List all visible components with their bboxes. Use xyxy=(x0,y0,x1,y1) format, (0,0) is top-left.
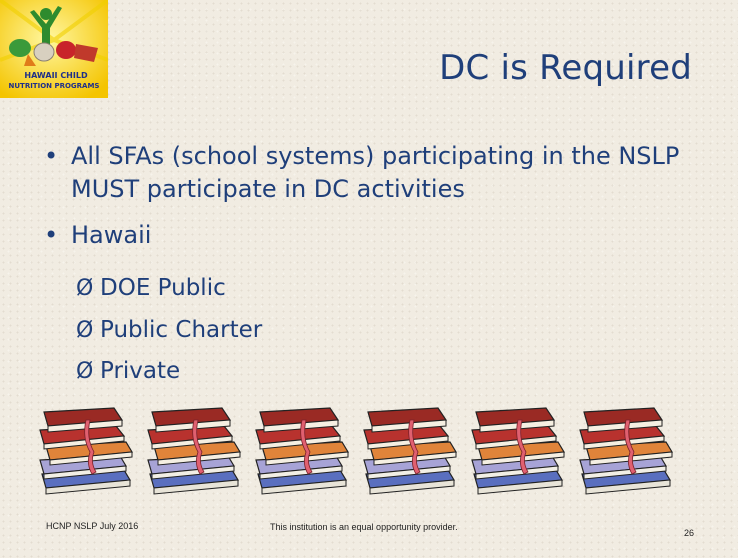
footer-date: HCNP NSLP July 2016 xyxy=(46,521,139,531)
bullet-list xyxy=(44,140,704,265)
book-stack-icon xyxy=(36,404,136,500)
book-stack-icon xyxy=(576,404,676,500)
book-stack-icon xyxy=(252,404,352,500)
footer-disclaimer: This institution is an equal opportunity provider. xyxy=(270,522,458,532)
page-number: 26 xyxy=(683,528,694,538)
book-stack-icon xyxy=(360,404,460,500)
sub-bullet-item xyxy=(76,268,262,310)
sub-bullet-item xyxy=(76,351,262,393)
logo-line2: NUTRITION PROGRAMS xyxy=(8,82,100,90)
bullet-dot-icon: • xyxy=(44,221,59,249)
arrow-bullet-icon: Ø xyxy=(76,359,94,384)
child-nutrition-logo xyxy=(0,0,108,98)
book-stacks-row xyxy=(36,404,700,500)
sub-bullet-text: DOE Public xyxy=(100,275,226,301)
bullet-text: Hawaii xyxy=(71,221,152,249)
bullet-item xyxy=(44,219,704,252)
sub-bullet-text: Public Charter xyxy=(100,316,263,343)
bullet-dot-icon: • xyxy=(44,142,59,170)
arrow-bullet-icon: Ø xyxy=(76,317,94,343)
book-stack-icon xyxy=(468,404,568,500)
sub-bullet-item xyxy=(76,310,262,352)
book-stack-icon xyxy=(144,404,244,500)
slide-title: DC is Required xyxy=(439,48,692,88)
arrow-bullet-icon: Ø xyxy=(76,276,94,301)
bullet-item xyxy=(44,140,704,206)
logo-line1: HAWAII CHILD xyxy=(24,71,88,80)
bullet-text: All SFAs (school systems) participating in the NSLP MUST participate in DC activities xyxy=(71,142,680,203)
sub-bullet-list xyxy=(76,268,262,393)
sub-bullet-text: Private xyxy=(100,358,181,384)
